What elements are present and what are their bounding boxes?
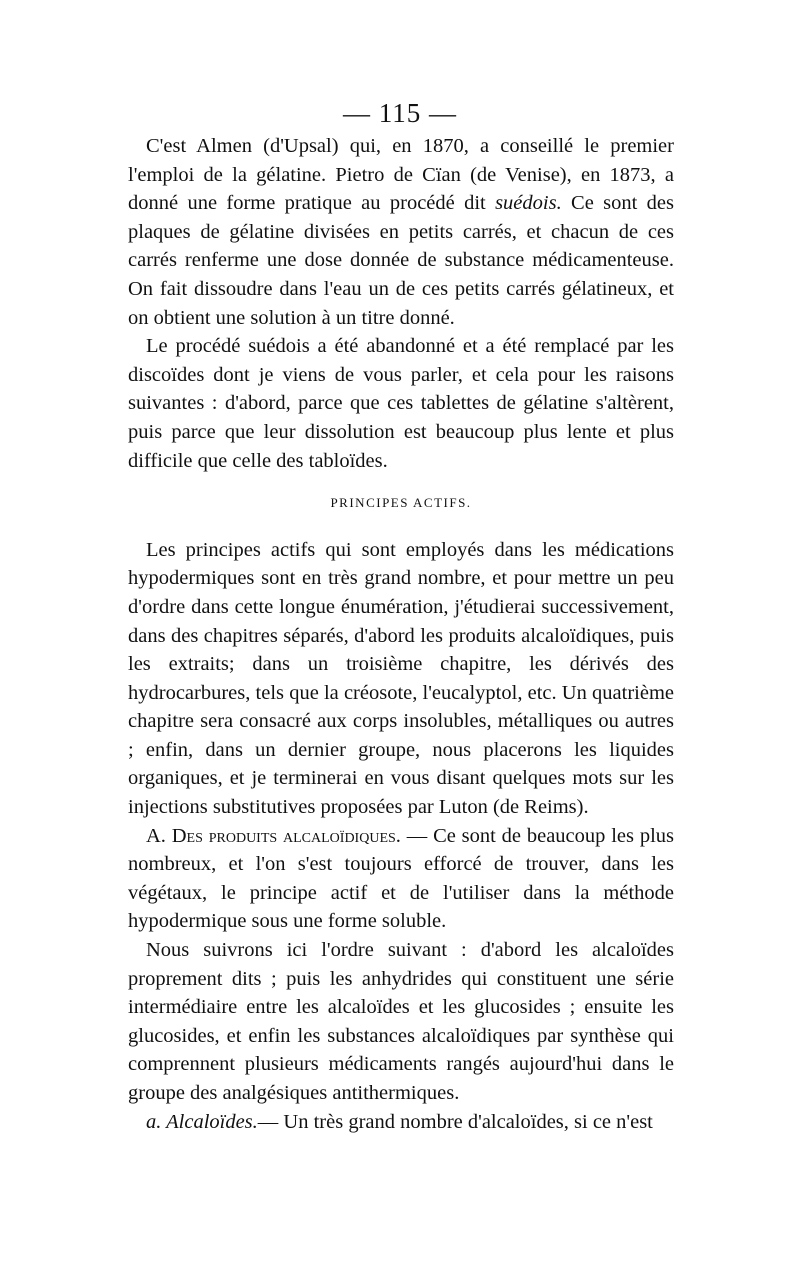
paragraph-almen-rest: Ce sont des plaques de gélatine divisées en petits carrés, et chacun de ces carrés renferme une dose donnée de substance médicamenteuse. On fait dissoudre dans l'eau un de ces petits carrés gélatineux, et on obtient une solution à un titre donné. [128, 192, 674, 329]
page-number: — 115 — [343, 98, 457, 128]
paragraph-produits-alcaloidiques [128, 822, 674, 936]
paragraph-alcaloides-text: — Un très grand nombre d'alcaloïdes, si ce n'est [257, 1110, 653, 1133]
paragraph-almen-text: C'est Almen (d'Upsal) qui, en 1870, a conseillé le premier l'emploi de la gélatine. Pietro de Cïan (de Venise), en 1873, a donné une forme pratique au procédé dit [128, 135, 674, 215]
paragraph-principes-actifs: Les principes actifs qui sont employés dans les médications hypodermiques sont en très grand nombre, et pour mettre un peu d'ordre dans cette longue énumération, j'étudierai successivement, dans des chapitres séparés, d'abord les produits alcaloïdiques, puis les extraits; dans un troisième chapitre, les dérivés des hydrocarbures, tels que la créosote, l'eucalyptol, etc. Un quatrième chapitre sera consacré aux corps insolubles, métalliques ou autres ; enfin, dans un dernier groupe, nous placerons les liquides organiques, et je terminerai en vous disant quelques mots sur les injections substitutives proposées par Luton (de Reims). [128, 538, 674, 819]
section-heading: PRINCIPES ACTIFS. [330, 495, 472, 511]
body-text [128, 132, 674, 1136]
paragraph-procede-suedois: Le procédé suédois a été abandonné et a été remplacé par les discoïdes dont je viens de vous parler, et cela pour les raisons suivantes : d'abord, parce que ces tablettes de gélatine s'altèrent, puis parce que leur dissolution est beaucoup plus lente et plus difficile que celle des tabloïdes. [128, 335, 674, 472]
subsection-lead-a: A. Des produits alcaloïdiques. [146, 824, 401, 847]
paragraph-ordre-suivant: Nous suivrons ici l'ordre suivant : d'abord les alcaloïdes proprement dits ; puis les anhydrides qui constituent une série intermédiaire entre les alcaloïdes et les glucosides ; ensuite les glucosides, et enfin les substances alcaloïdiques par synthèse qui comprennent plusieurs médicaments rangés aujourd'hui dans le groupe des analgésiques antithermiques. [128, 939, 674, 1104]
term-suedois: suédois. [495, 192, 562, 215]
paragraph-produits-alcaloidiques-text: — Ce sont de beaucoup les plus nombreux, et l'on s'est toujours efforcé de trouver, dans les végétaux, le principe actif et de l'utiliser dans la méthode hypodermique sous une forme soluble. [128, 824, 674, 933]
paragraph-almen [128, 132, 674, 332]
subsection-lead-a-small: a. Alcaloïdes. [146, 1110, 258, 1133]
paragraph-alcaloides [128, 1108, 674, 1137]
